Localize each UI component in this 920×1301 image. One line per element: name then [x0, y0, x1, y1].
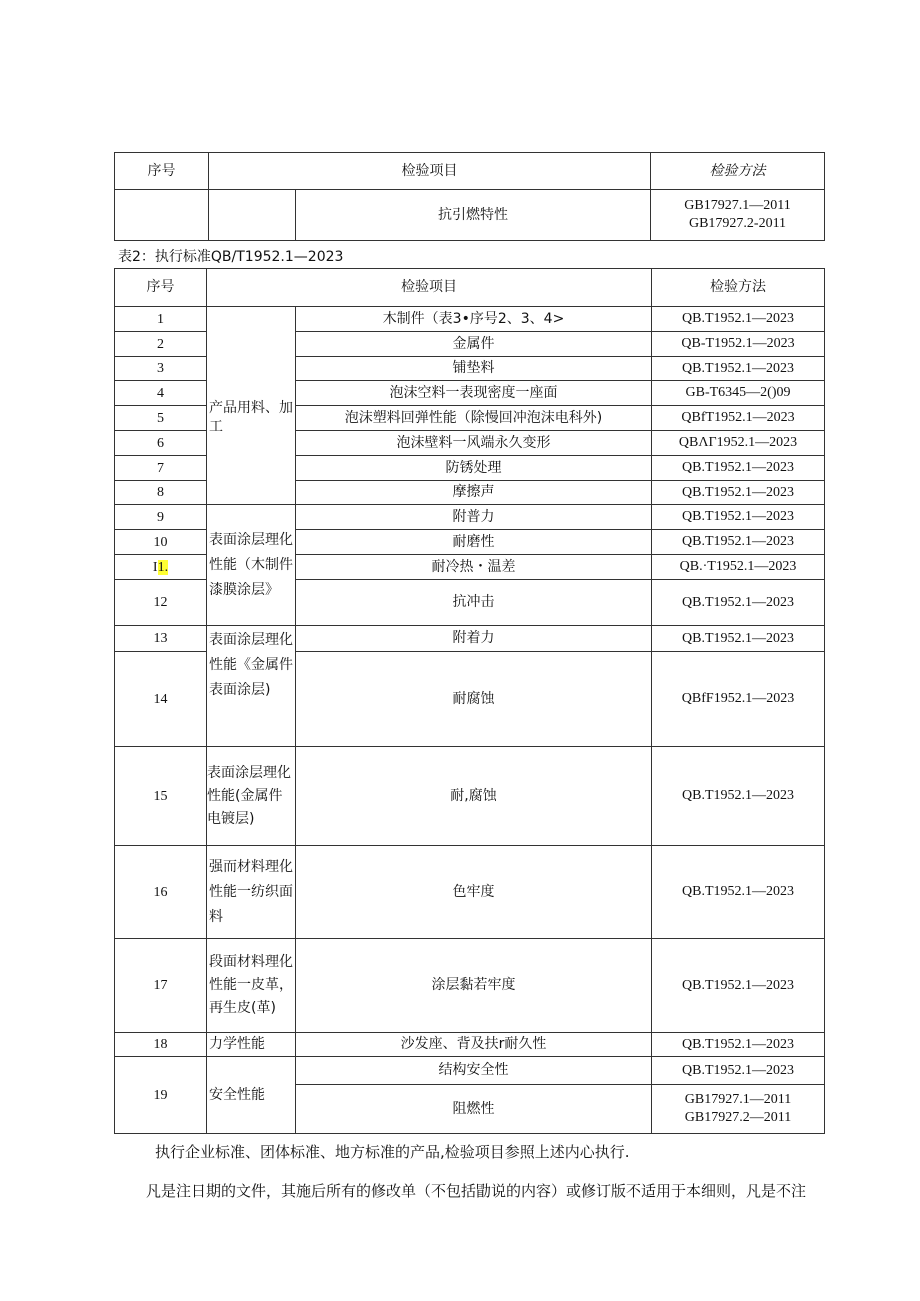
- row-item: 耐磨性: [296, 530, 652, 555]
- row-no: 13: [115, 626, 207, 652]
- category-cell: 表面涂层理化性能《金属件表面涂层): [207, 626, 296, 747]
- row-no: 1: [115, 307, 207, 332]
- category-cell: 段面材料理化性能一皮革，再生皮(革): [207, 939, 296, 1033]
- table-2: [114, 268, 825, 1134]
- header-item: 检验项目: [207, 269, 652, 307]
- row-item: 色牢度: [296, 846, 652, 939]
- row-method: QB.T1952.1—2023: [652, 580, 825, 626]
- row-method: QB.T1952.1—2023: [652, 505, 825, 530]
- row-no: 9: [115, 505, 207, 530]
- row-method: QB.T1952.1—2023: [652, 846, 825, 939]
- header-no: 序号: [115, 269, 207, 307]
- category-cell: 强而材料理化性能一纺织面料: [207, 846, 296, 939]
- row-method: [652, 1085, 825, 1134]
- method-line: GB17927.2-2011: [688, 216, 787, 231]
- row-method: QB.T1952.1—2023: [652, 481, 825, 505]
- category-cell: 表面涂层理化性能（木制件漆膜涂层》: [207, 505, 296, 626]
- category-cell: 表面涂层理化性能(金属件电镀层): [207, 747, 296, 846]
- row-item: 木制件（表3•序号2、3、4>: [296, 307, 652, 332]
- row-method: QB.T1952.1—2023: [652, 456, 825, 481]
- row-item: 结构安全性: [296, 1057, 652, 1085]
- row-no: 12: [115, 580, 207, 626]
- row-method: QB.T1952.1—2023: [652, 1057, 825, 1085]
- method-line: GB17927.2—2011: [684, 1110, 792, 1125]
- header-method: 检验方法: [652, 269, 825, 307]
- row-no: [115, 555, 207, 580]
- row-item: 阻燃性: [296, 1085, 652, 1134]
- row-no: 8: [115, 481, 207, 505]
- row-no: 17: [115, 939, 207, 1033]
- row-item: 铺垫料: [296, 357, 652, 381]
- header-method: 检验方法: [651, 153, 825, 190]
- row-method: QB.T1952.1—2023: [652, 357, 825, 381]
- highlighted-text: 1.: [157, 559, 169, 575]
- row-item: 耐腐蚀: [296, 652, 652, 747]
- category-cell: 力学性能: [207, 1033, 296, 1057]
- cell-item: 抗引燃特性: [296, 190, 651, 241]
- row-no: 14: [115, 652, 207, 747]
- row-no: 15: [115, 747, 207, 846]
- row-no: 10: [115, 530, 207, 555]
- row-method: QB-T1952.1—2023: [652, 332, 825, 357]
- row-no: 7: [115, 456, 207, 481]
- row-method: QB.T1952.1—2023: [652, 939, 825, 1033]
- row-no: 6: [115, 431, 207, 456]
- row-method: GB-T6345—2()09: [652, 381, 825, 406]
- row-item: 耐,腐蚀: [296, 747, 652, 846]
- row-no: 3: [115, 357, 207, 381]
- method-line: GB17927.1—2011: [684, 1092, 792, 1107]
- table-caption: 表2：执行标准QB/T1952.1—2023: [118, 249, 344, 265]
- row-no-part: I: [152, 559, 158, 575]
- row-item: 防锈处理: [296, 456, 652, 481]
- row-item: 金属件: [296, 332, 652, 357]
- row-method: QBΛΓ1952.1—2023: [652, 431, 825, 456]
- category-cell: 安全性能: [207, 1057, 296, 1134]
- row-no: 16: [115, 846, 207, 939]
- cell-method: [651, 190, 825, 241]
- row-method: QB.T1952.1—2023: [652, 307, 825, 332]
- row-item: 沙发座、背及扶r耐久性: [296, 1033, 652, 1057]
- row-method: QB.·T1952.1—2023: [652, 555, 825, 580]
- category-cell: 产品用料、加工: [207, 307, 296, 505]
- row-method: QB.T1952.1—2023: [652, 747, 825, 846]
- row-method: QB.T1952.1—2023: [652, 530, 825, 555]
- row-no: 5: [115, 406, 207, 431]
- row-item: 附着力: [296, 626, 652, 652]
- row-item: 泡沫空料一表现密度一座面: [296, 381, 652, 406]
- row-item: 泡沫塑料回弹性能（除慢回冲泡沫电科外): [296, 406, 652, 431]
- row-method: QB.T1952.1—2023: [652, 1033, 825, 1057]
- row-item: 抗冲击: [296, 580, 652, 626]
- body-paragraph: 执行企业标准、团体标准、地方标准的产品,检验项目参照上述内心执行.: [155, 1143, 630, 1161]
- row-method: QB.T1952.1—2023: [652, 626, 825, 652]
- table-1: [114, 152, 825, 241]
- cell-no: [115, 190, 209, 241]
- row-item: 摩擦声: [296, 481, 652, 505]
- row-item: 附普力: [296, 505, 652, 530]
- row-item: 涂层黏若牢度: [296, 939, 652, 1033]
- row-method: QBfT1952.1—2023: [652, 406, 825, 431]
- header-item: 检验项目: [209, 153, 651, 190]
- cell-category: [209, 190, 296, 241]
- body-paragraph: 凡是注日期的文件，其施后所有的修改单（不包括勖说的内容）或修订版不适用于本细则，凡是不注: [146, 1182, 807, 1200]
- row-item: 耐冷热・温差: [296, 555, 652, 580]
- row-method: QBfF1952.1—2023: [652, 652, 825, 747]
- row-no: 19: [115, 1057, 207, 1134]
- header-no: 序号: [115, 153, 209, 190]
- row-item: 泡沫壁料一风端永久变形: [296, 431, 652, 456]
- method-line: GB17927.1—2011: [684, 198, 791, 213]
- row-no: 18: [115, 1033, 207, 1057]
- row-no: 4: [115, 381, 207, 406]
- row-no: 2: [115, 332, 207, 357]
